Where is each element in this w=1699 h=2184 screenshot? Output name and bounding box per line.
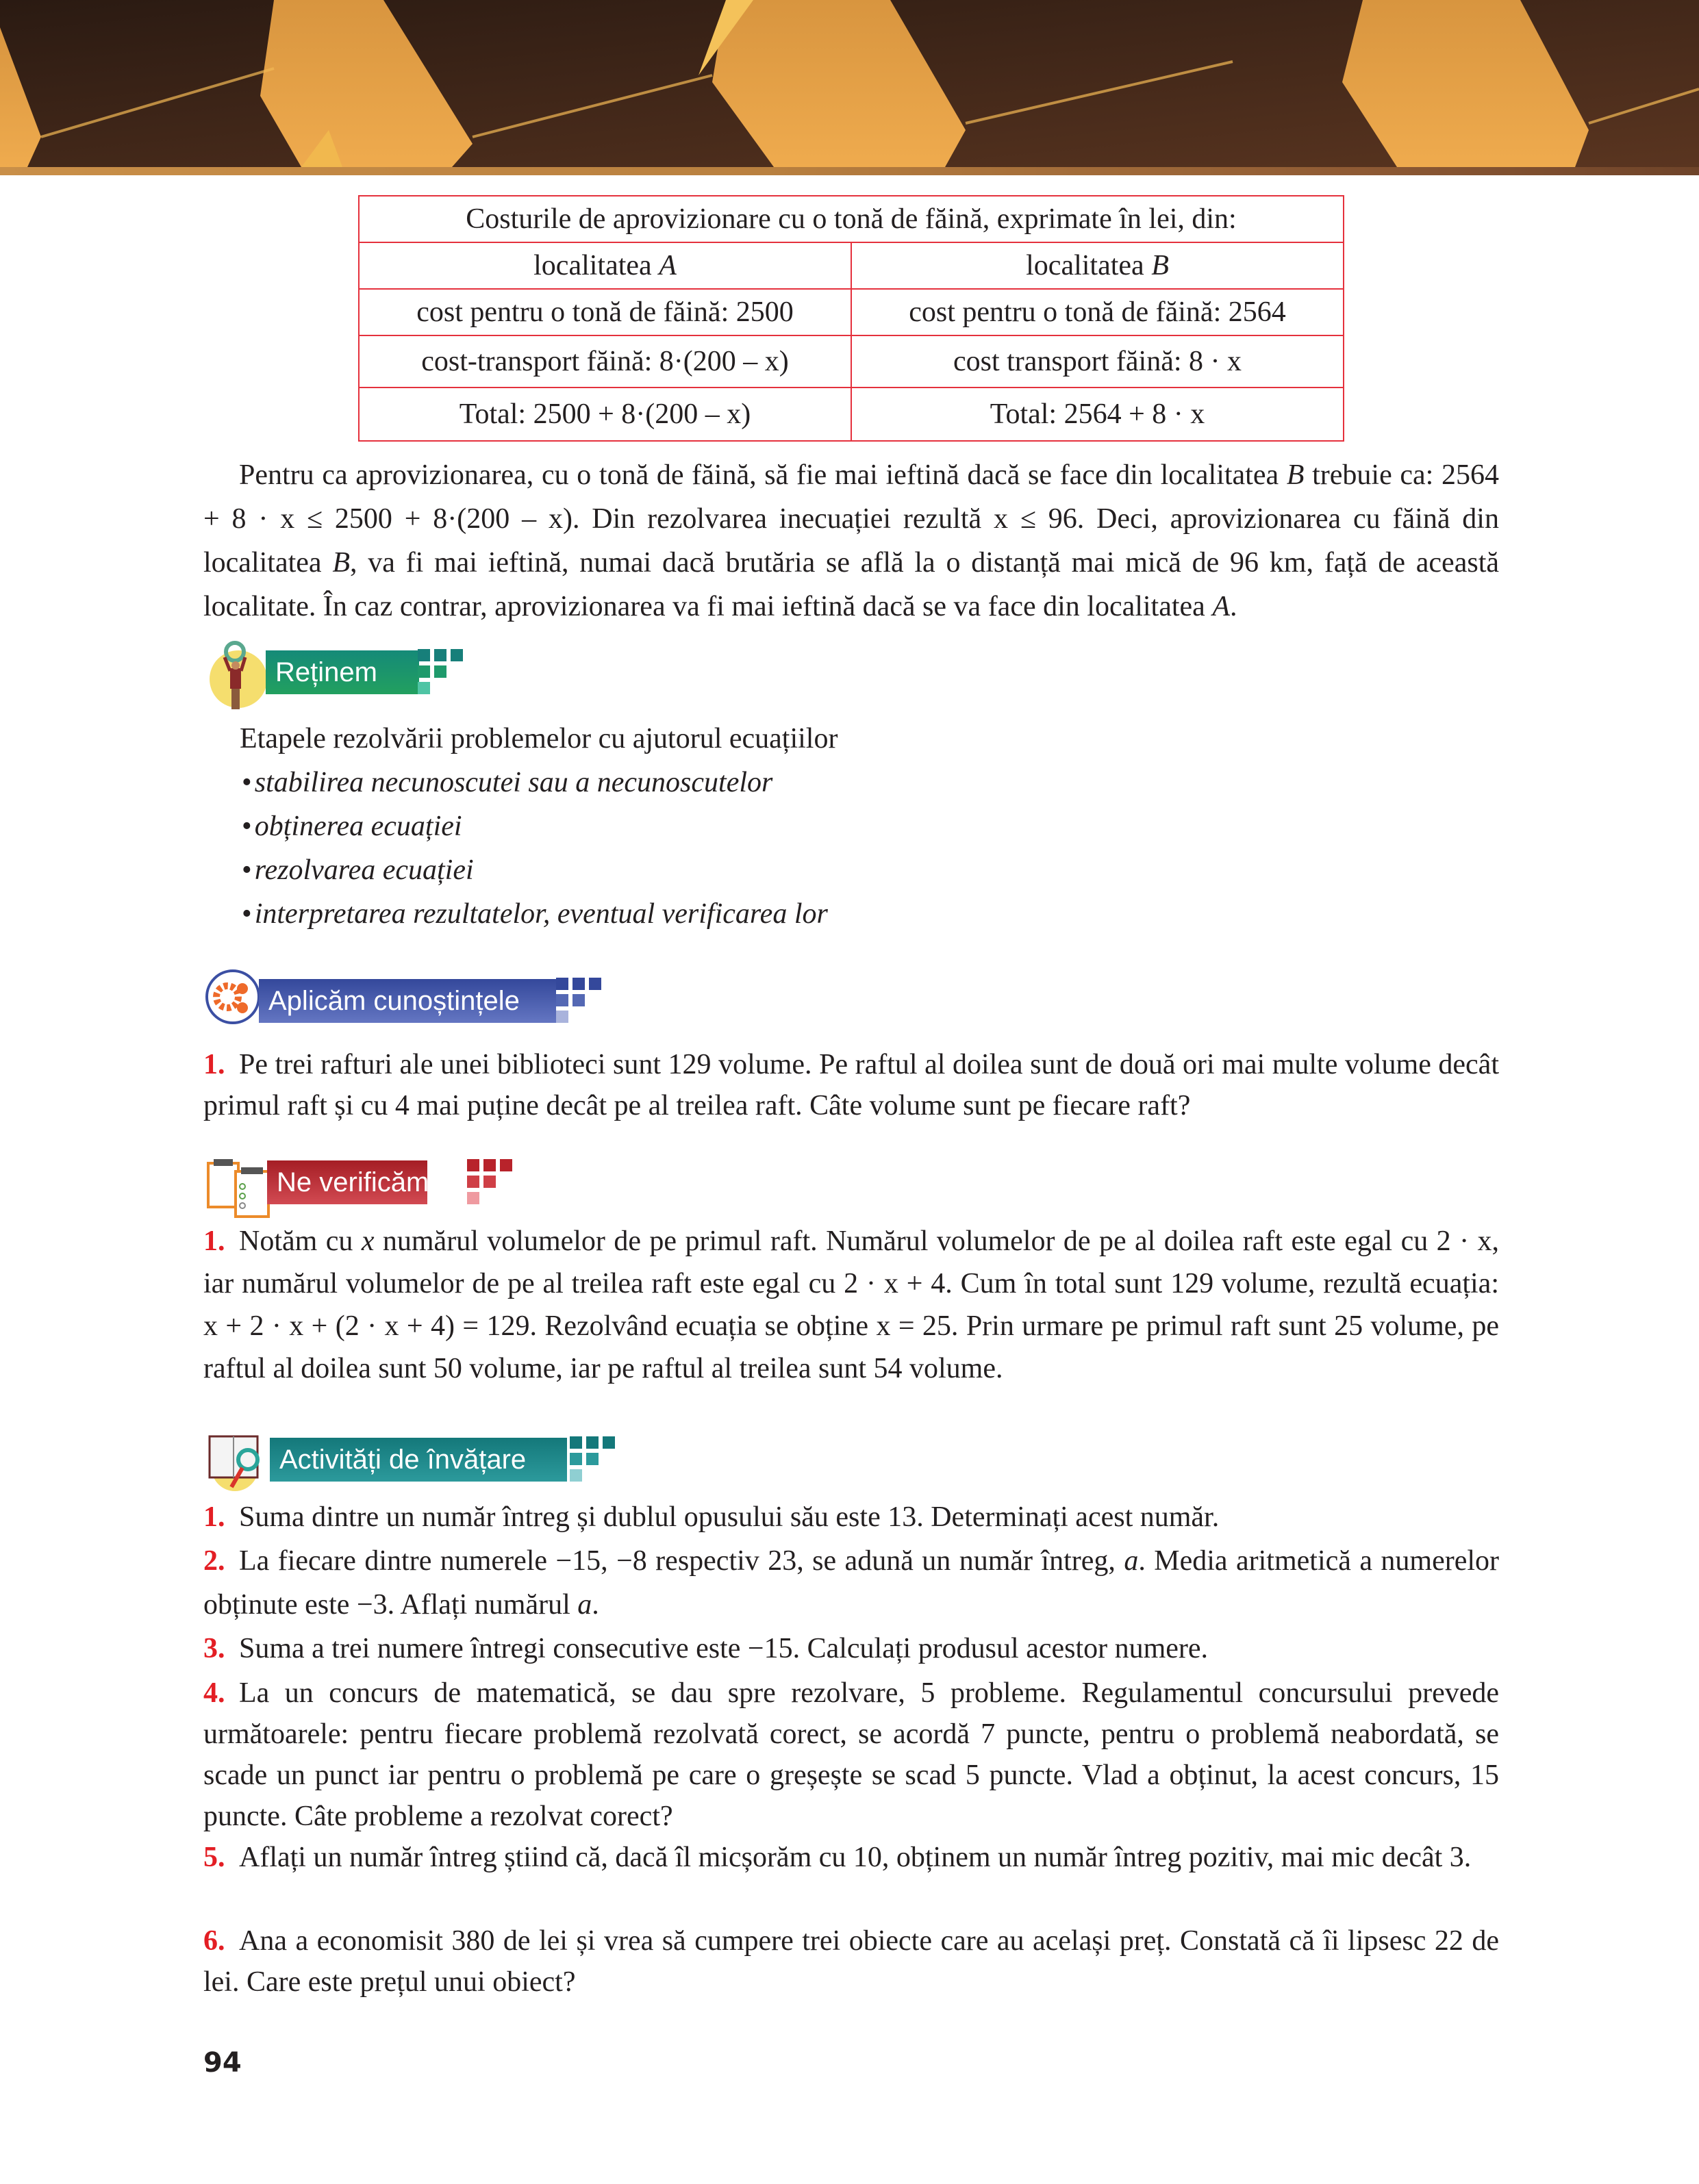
text-run: . Cum în total sunt 129 volume, rezultă ecuația:	[945, 1268, 1499, 1299]
text-run: trebuie ca:	[1304, 459, 1442, 491]
page-number: 94	[203, 2047, 242, 2079]
exercise-text: Suma dintre un număr întreg și dublul opusului său este 13. Determinați acest număr.	[239, 1501, 1220, 1533]
text-run: . Din rezolvarea inecuației rezultă	[572, 503, 994, 535]
exercise-text: Aflați un număr întreg știind că, dacă îl micșorăm cu 10, obținem un număr întreg pozitiv, mai mic decât 3.	[239, 1842, 1472, 1873]
table-header-locality-b	[851, 242, 1344, 289]
table-header-locality-a	[359, 242, 851, 289]
exercise-text: Pe trei rafturi ale unei biblioteci sunt 129 volume. Pe raftul al doilea sunt de două ori mai multe volume decât primul raft și cu 4 mai puține decât pe al treilea raft. Câte volume sunt pe fiecare raft?	[203, 1049, 1499, 1121]
exercise-number: 3.	[203, 1633, 225, 1664]
list-item	[240, 761, 838, 804]
solution-number: 1.	[203, 1226, 225, 1257]
exercise-item	[203, 1837, 1499, 1878]
text-run: Pentru ca aprovizionarea, cu o tonă de făină, să fie mai ieftină dacă se face din localitatea	[239, 459, 1287, 491]
decorative-squares-icon	[467, 1159, 522, 1207]
text-run: Notăm cu	[239, 1226, 362, 1257]
text-run: . Prin urmare pe primul raft sunt 25 volume, pe raftul al doilea sunt 50 volume, iar pe raftul al treilea sunt 54 volume.	[203, 1310, 1499, 1384]
cost-comparison-table	[358, 195, 1344, 442]
exercise-text: .	[592, 1589, 599, 1621]
header-banner-image	[0, 0, 1699, 167]
inequality-expression: 2564 + 8 · x ≤ 2500 + 8·(200 – x)	[203, 459, 1499, 535]
bullet-icon: •	[242, 767, 252, 798]
math-expression: 2 · x + 4	[844, 1268, 946, 1299]
list-item	[240, 848, 838, 892]
decorative-squares-icon	[418, 649, 473, 697]
exercise-item	[203, 1044, 1499, 1126]
explanation-paragraph	[203, 453, 1499, 628]
text-run: numărul volumelor de pe primul raft. Numărul volumelor de pe al doilea raft este egal cu	[374, 1226, 1437, 1257]
text-run: . Deci, aprovizionarea cu făină din localitatea	[203, 503, 1499, 579]
result-expression: x ≤ 96	[993, 503, 1077, 535]
table-cell: Total: 2564 + 8 · x	[851, 388, 1344, 441]
section-badge-activitati	[204, 1424, 629, 1486]
exercise-item	[203, 1673, 1499, 1837]
exercise-number: 1.	[203, 1049, 225, 1080]
table-title: Costurile de aprovizionare cu o tonă de făină, exprimate în lei, din:	[359, 196, 1344, 242]
section-title: Reținem	[266, 650, 419, 694]
table-cell: cost transport făină: 8 · x	[851, 335, 1344, 388]
exercise-text: Ana a economisit 380 de lei și vrea să cumpere trei obiecte care au același preț. Constată că îi lipsesc 22 de lei. Care este prețul unui obiect?	[203, 1925, 1499, 1998]
retinem-steps-list	[240, 717, 838, 936]
decorative-squares-icon	[570, 1436, 625, 1484]
header-var: A	[659, 250, 677, 281]
bullet-icon: •	[242, 898, 252, 930]
gears-icon	[204, 968, 262, 1026]
exercise-item	[203, 1539, 1499, 1627]
list-item-text: stabilirea necunoscutei sau a necunoscutelor	[254, 767, 773, 798]
exercise-number: 2.	[203, 1545, 225, 1577]
bullet-icon: •	[242, 811, 252, 842]
exercise-text: . Media aritmetică a numerelor obținute este −3. Aflați numărul	[203, 1545, 1500, 1621]
list-item-text: interpretarea rezultatelor, eventual verificarea lor	[254, 898, 828, 930]
math-var: x	[361, 1226, 375, 1257]
math-var: a	[1124, 1545, 1139, 1577]
text-run: , va fi mai ieftină, numai dacă brutăria se află la o distanță mai mică de 96 km, față de această localitate. În caz contrar, aprovizionarea va fi mai ieftină dacă se va face din localitatea	[203, 547, 1499, 622]
table-cell: cost-transport făină: 8·(200 – x)	[359, 335, 851, 388]
section-badge-verificam	[204, 1147, 519, 1208]
text-run: . Rezolvând ecuația se obține	[529, 1310, 877, 1342]
solution-item	[203, 1220, 1499, 1390]
equation-expression: x + 2 · x + (2 · x + 4) = 129	[203, 1310, 530, 1342]
table-cell: cost pentru o tonă de făină: 2564	[851, 289, 1344, 335]
list-item-text: obținerea ecuației	[254, 811, 462, 842]
text-run: .	[1229, 591, 1237, 622]
header-var: B	[1151, 250, 1169, 281]
header-divider-strip	[0, 167, 1699, 175]
exercise-number: 5.	[203, 1842, 225, 1873]
table-row	[359, 388, 1344, 441]
section-badge-aplicam	[204, 965, 615, 1027]
exercise-text: Suma a trei numere întregi consecutive este −15. Calculați produsul acestor numere.	[239, 1633, 1209, 1664]
list-item	[240, 892, 838, 936]
list-item	[240, 804, 838, 848]
table-cell: cost pentru o tonă de făină: 2500	[359, 289, 851, 335]
table-row	[359, 335, 1344, 388]
notebook-magnifier-icon	[204, 1427, 279, 1495]
math-var: a	[577, 1589, 592, 1621]
golden-blocks-illustration	[0, 0, 1699, 167]
math-var: A	[1212, 591, 1230, 622]
exercise-number: 1.	[203, 1501, 225, 1533]
math-var: B	[1286, 459, 1305, 491]
exercise-item	[203, 1497, 1499, 1538]
exercise-number: 6.	[203, 1925, 225, 1957]
table-row	[359, 289, 1344, 335]
solution-expression: x = 25	[876, 1310, 951, 1342]
header-label: localitatea	[1026, 250, 1152, 281]
exercise-item	[203, 1920, 1499, 2003]
exercise-text: La un concurs de matematică, se dau spre rezolvare, 5 probleme. Regulamentul concursului prevede următoarele: pentru fiecare problemă rezolvată corect, se acordă 7 puncte, pentru o problemă neabordată, se scade un punct iar pentru o problemă pe care o greșește se scad 5 puncte. Vlad a obținut, la acest concurs, 15 puncte. Câte probleme a rezolvat corect?	[203, 1677, 1499, 1832]
exercise-text: La fiecare dintre numerele −15, −8 respectiv 23, se adună un număr întreg,	[239, 1545, 1124, 1577]
list-item-text: rezolvarea ecuației	[254, 854, 474, 886]
section-title: Ne verificăm	[267, 1160, 427, 1204]
table-cell: Total: 2500 + 8·(200 – x)	[359, 388, 851, 441]
section-title: Activități de învățare	[270, 1438, 567, 1482]
decorative-squares-icon	[556, 978, 611, 1026]
header-label: localitatea	[533, 250, 659, 281]
section-badge-retinem	[204, 637, 478, 698]
exercise-item	[203, 1628, 1499, 1669]
math-expression: 2 · x	[1436, 1226, 1492, 1257]
text-run: , iar numărul volumelor de pe al treilea raft este egal cu	[203, 1226, 1500, 1299]
list-intro: Etapele rezolvării problemelor cu ajutorul ecuațiilor	[240, 723, 838, 754]
exercise-number: 4.	[203, 1677, 225, 1709]
bullet-icon: •	[242, 854, 252, 886]
math-var: B	[332, 547, 350, 579]
section-title: Aplicăm cunoștințele	[259, 979, 556, 1023]
